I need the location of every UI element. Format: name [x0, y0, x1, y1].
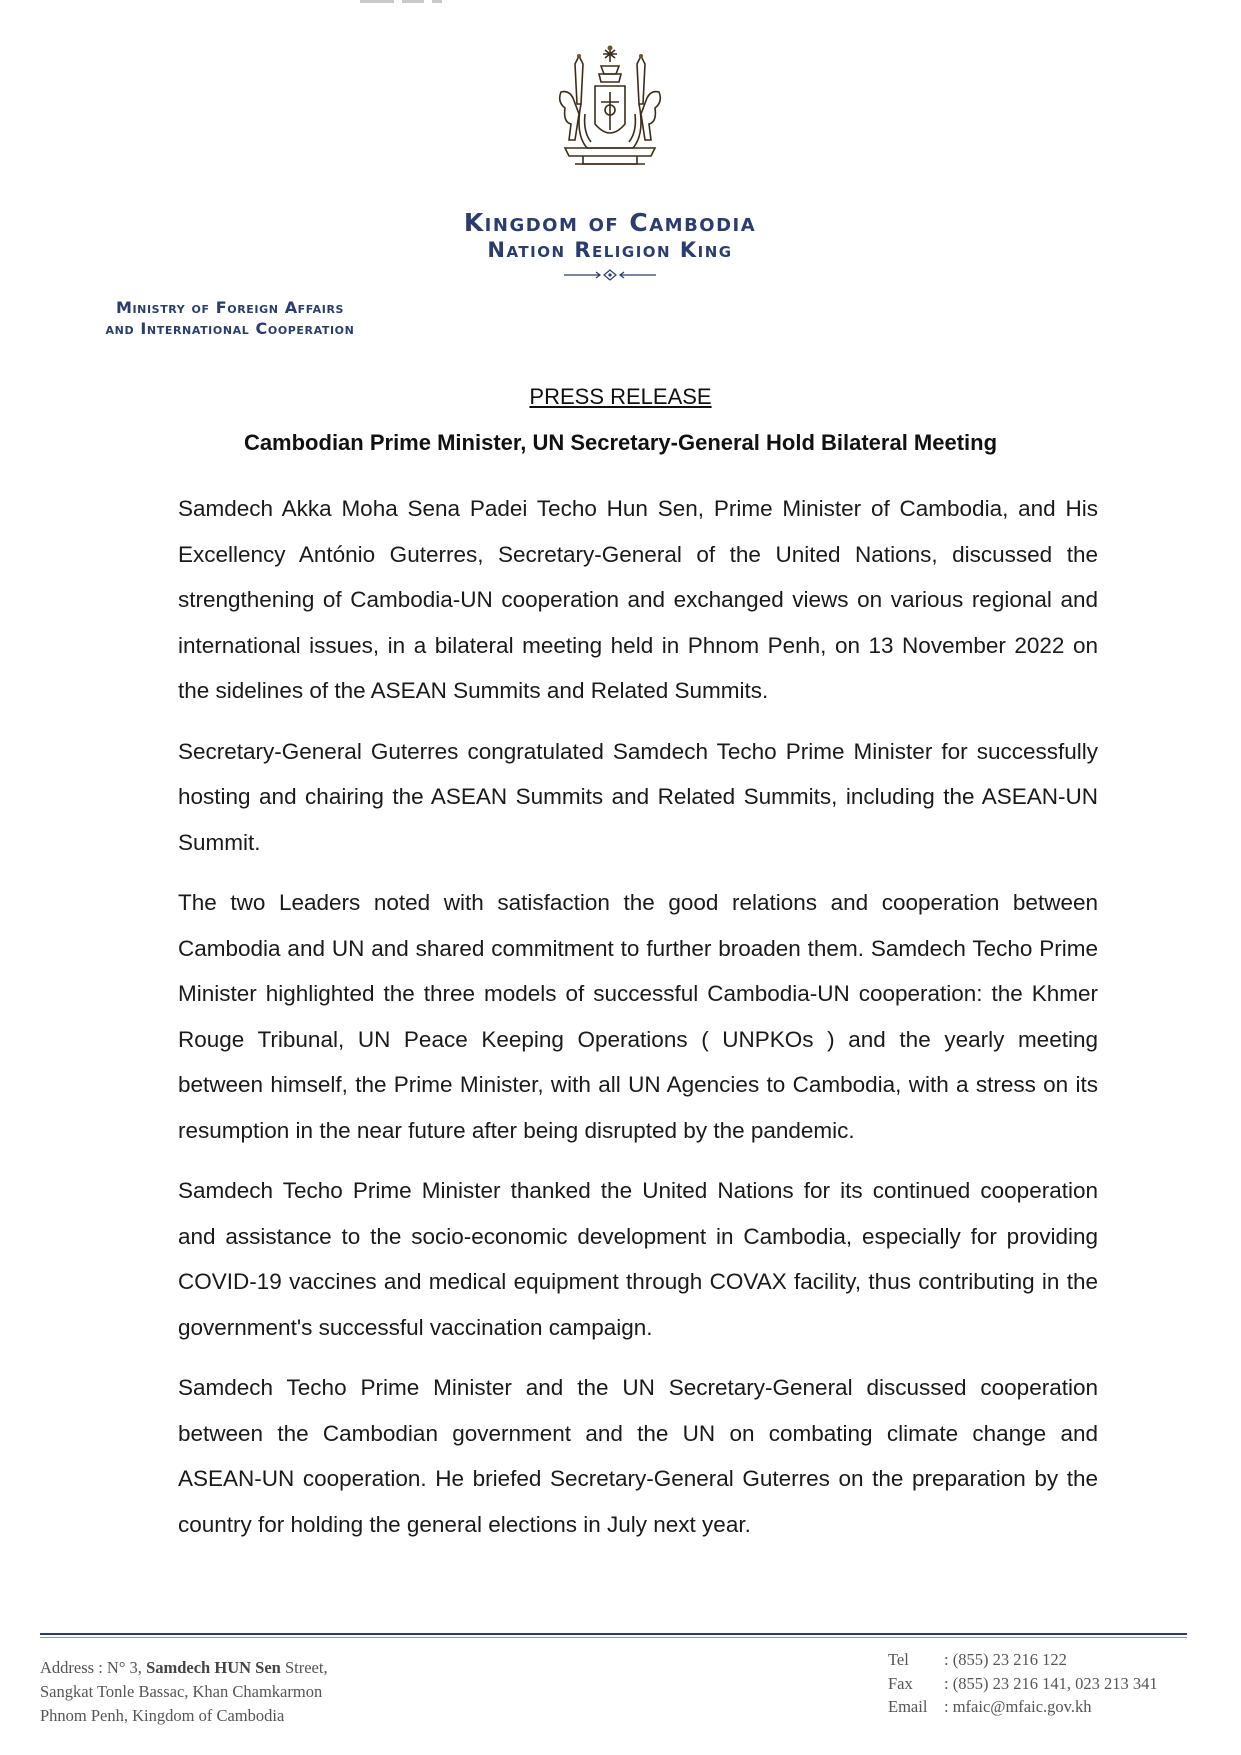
contact-fax [888, 1672, 1158, 1696]
address-street: Samdech HUN Sen [146, 1658, 281, 1677]
footer-contact [888, 1648, 1158, 1719]
email-label: Email [888, 1697, 928, 1716]
country-name: Kingdom of Cambodia [463, 208, 757, 237]
body-paragraph-4: Samdech Techo Prime Minister thanked the United Nations for its continued cooperation and assistance to the socio-economic development in Cambodia, especially for providing COVID-19 vaccines and medical equipment through COVAX facility, thus contributing in the government's successful vaccination campaign. [178, 1178, 1098, 1340]
footer-address [40, 1656, 328, 1728]
tel-label: Tel [888, 1650, 909, 1669]
headline: Cambodian Prime Minister, UN Secretary-General Hold Bilateral Meeting [243, 430, 998, 455]
body-paragraph-3: The two Leaders noted with satisfaction the good relations and cooperation between Cambodia and UN and shared commitment to further broaden them. Samdech Techo Prime Minister highlighted the three models of successful Cambodia-UN cooperation: the Khmer Rouge Tribunal, UN Peace Keeping Operations ( UNPKOs ) and the yearly meeting between himself, the Prime Minister, with all UN Agencies to Cambodia, with a stress on its resumption in the near future after being disrupted by the pandemic. [178, 890, 1098, 1143]
press-release-body [178, 486, 1098, 1562]
address-street-suffix: Street, [284, 1658, 328, 1677]
address-prefix: Address : N° 3, [40, 1658, 142, 1677]
body-paragraph-5: Samdech Techo Prime Minister and the UN Secretary-General discussed cooperation between the Cambodian government and the UN on combating climate change and ASEAN-UN cooperation. He briefed Secretary-General Guterres on the preparation by the country for holding the general elections in July next year. [178, 1375, 1098, 1537]
scan-artifact-marks [360, 0, 480, 10]
ministry-name-line2: and International Cooperation [105, 319, 355, 338]
ornament-divider-icon [560, 268, 660, 282]
press-release-label: PRESS RELEASE [529, 384, 712, 409]
contact-email [888, 1695, 1158, 1719]
fax-value: : (855) 23 216 141, 023 213 341 [944, 1673, 1158, 1693]
contact-tel [888, 1648, 1158, 1672]
body-paragraph-1: Samdech Akka Moha Sena Padei Techo Hun Sen, Prime Minister of Cambodia, and His Excellency António Guterres, Secretary-General of the United Nations, discussed the strengthening of Cambodia-UN cooperation and exchanged views on various regional and international issues, in a bilateral meeting held in Phnom Penh, on 13 November 2022 on the sidelines of the ASEAN Summits and Related Summits. [178, 496, 1098, 703]
fax-label: Fax [888, 1673, 913, 1693]
ministry-name-line1: Ministry of Foreign Affairs [115, 298, 345, 317]
national-motto: Nation Religion King [487, 238, 733, 262]
address-line-2: Sangkat Tonle Bassac, Khan Chamkarmon [40, 1682, 323, 1701]
tel-value: : (855) 23 216 122 [944, 1650, 1067, 1669]
royal-coat-of-arms-icon [535, 44, 685, 194]
address-line-1 [40, 1656, 328, 1680]
address-line-3: Phnom Penh, Kingdom of Cambodia [40, 1706, 285, 1725]
email-value[interactable]: : mfaic@mfaic.gov.kh [944, 1697, 1092, 1716]
body-paragraph-2: Secretary-General Guterres congratulated Samdech Techo Prime Minister for successfully hosting and chairing the ASEAN Summits and Related Summits, including the ASEAN-UN Summit. [178, 738, 1098, 855]
footer-divider [40, 1633, 1187, 1635]
footer-divider-thin [40, 1637, 1187, 1638]
